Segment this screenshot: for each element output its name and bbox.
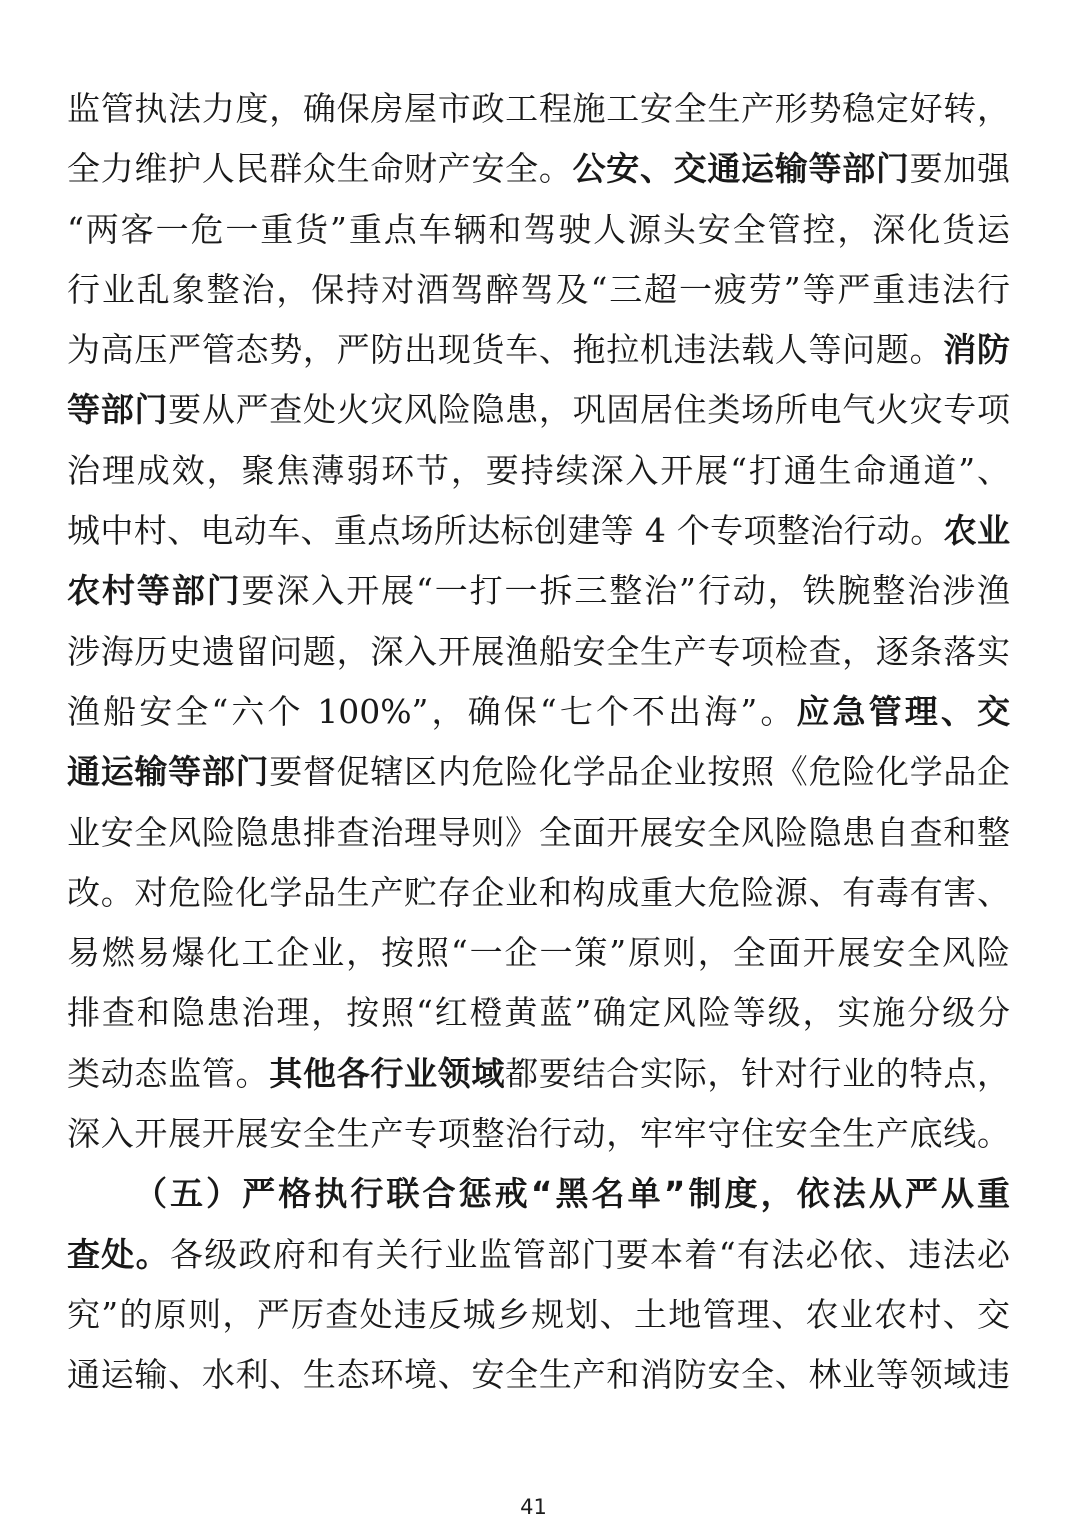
bold-text-segment: 应急管理、交 [796,691,1010,731]
text-segment: 都要结合实际，针对行业的特点， [505,1053,1010,1093]
bold-text-segment: 等部门 [67,390,169,430]
bold-text-segment: 农业 [943,511,1010,551]
text-line [67,1225,1010,1285]
document-body [67,79,1010,1406]
bold-text-segment: 公安、交通运输等部门 [572,149,910,189]
text-segment: 行业乱象整治，保持对酒驾醉驾及“三超一疲劳”等严重违法行 [67,269,1010,309]
text-segment: 易燃易爆化工企业，按照“一企一策”原则，全面开展安全风险 [67,933,1010,973]
text-segment: 城中村、电动车、重点场所达标创建等 4 个专项整治行动。 [67,511,944,551]
text-segment: 改。对危险化学品生产贮存企业和构成重大危险源、有毒有害、 [67,872,1010,912]
text-line [67,79,1010,139]
text-line [67,561,1010,621]
text-line [67,1104,1010,1164]
text-segment: 治理成效，聚焦薄弱环节，要持续深入开展“打通生命通道”、 [67,450,1010,490]
bold-text-segment: （五）严格执行联合惩戒“黑名单”制度，依法从严从重 [134,1174,1010,1214]
bold-text-segment: 消防 [943,330,1010,370]
text-line [67,200,1010,260]
text-line [67,501,1010,561]
page-number: 41 [520,1495,547,1519]
bold-text-segment: 查处。 [67,1234,170,1274]
text-line [67,1164,1010,1224]
text-line [67,139,1010,199]
text-line [67,682,1010,742]
text-line [67,923,1010,983]
text-line [67,260,1010,320]
bold-text-segment: 其他各行业领域 [269,1053,506,1093]
bold-text-segment: 通运输等部门 [67,752,270,792]
text-segment: 为高压严管态势，严防出现货车、拖拉机违法载人等问题。 [67,330,944,370]
text-segment: 要从严查处火灾风险隐患，巩固居住类场所电气火灾专项 [168,390,1010,430]
text-line [67,742,1010,802]
text-line [67,380,1010,440]
text-line [67,320,1010,380]
text-segment: 究”的原则，严厉查处违反城乡规划、土地管理、农业农村、交 [67,1294,1010,1334]
text-segment: 要督促辖区内危险化学品企业按照《危险化学品企 [269,752,1010,792]
text-segment: 深入开展开展安全生产专项整治行动，牢牢守住安全生产底线。 [67,1114,1010,1154]
text-line [67,441,1010,501]
text-segment: 全力维护人民群众生命财产安全。 [67,149,573,189]
text-line [67,863,1010,923]
text-segment: 排查和隐患治理，按照“红橙黄蓝”确定风险等级，实施分级分 [67,993,1010,1033]
text-segment: 要深入开展“一打一拆三整治”行动，铁腕整治涉渔 [241,571,1010,611]
text-line [67,622,1010,682]
text-line [67,1285,1010,1345]
text-segment: 业安全风险隐患排查治理导则》全面开展安全风险隐患自查和整 [67,812,1010,852]
text-line [67,803,1010,863]
text-segment: 通运输、水利、生态环境、安全生产和消防安全、林业等领域违 [67,1355,1010,1395]
text-segment: 涉海历史遗留问题，深入开展渔船安全生产专项检查，逐条落实 [67,631,1010,671]
text-line [67,983,1010,1043]
text-line [67,1345,1010,1405]
text-segment: 渔船安全“六个 100%”，确保“七个不出海”。 [67,691,797,731]
text-segment: “两客一危一重货”重点车辆和驾驶人源头安全管控，深化货运 [67,209,1010,249]
text-line [67,1044,1010,1104]
text-segment: 类动态监管。 [67,1053,270,1093]
text-segment: 各级政府和有关行业监管部门要本着“有法必依、违法必 [169,1234,1010,1274]
bold-text-segment: 农村等部门 [67,571,242,611]
text-segment: 监管执法力度，确保房屋市政工程施工安全生产形势稳定好转， [67,89,1010,128]
text-segment: 要加强 [909,149,1010,189]
